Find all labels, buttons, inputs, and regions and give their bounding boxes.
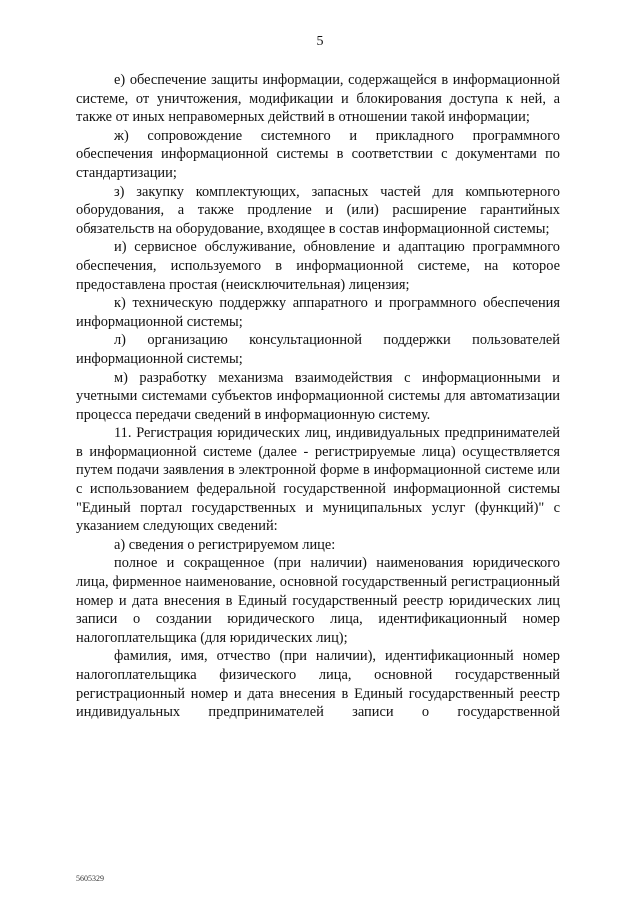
paragraph-i: и) сервисное обслуживание, обновление и адаптацию программного обеспечения, используемого в информационной системе, на которое предоставлена простая (неисключительная) лицензия; <box>76 239 560 293</box>
paragraph-legal-entity-info: полное и сокращенное (при наличии) наименования юридического лица, фирменное наименование, основной государственный регистрационный номер и дата внесения в Единый государственный реестр юридических лиц записи о создании юридического лица, идентификационный номер налогоплательщика (для юридических лиц); <box>76 555 560 646</box>
document-body <box>76 71 560 722</box>
paragraph-individual-info: фамилия, имя, отчество (при наличии), идентификационный номер налогоплательщика физического лица, основной государственный регистрационный номер и дата внесения в Единый государственный реестр индивидуальных предпринимателей записи о государственной <box>76 648 560 721</box>
paragraph-11: 11. Регистрация юридических лиц, индивидуальных предпринимателей в информационной системе (далее - регистрируемые лица) осуществляется путем подачи заявления в электронной форме в информационной системе или с использованием федеральной государственной информационной системы "Единый портал государственных и муниципальных услуг (функций)" с указанием следующих сведений: <box>76 425 560 535</box>
paragraph-z: з) закупку комплектующих, запасных частей для компьютерного оборудования, а также продление и (или) расширение гарантийных обязательств на оборудование, входящее в состав информационной системы; <box>76 183 560 237</box>
page-number: 5 <box>316 34 324 49</box>
paragraph-l: л) организацию консультационной поддержки пользователей информационной системы; <box>76 332 560 367</box>
paragraph-e: е) обеспечение защиты информации, содержащейся в информационной системе, от уничтожения, модификации и блокирования доступа к ней, а также от иных неправомерных действий в отношении такой информации; <box>76 72 560 126</box>
paragraph-zh: ж) сопровождение системного и прикладного программного обеспечения информационной системы в соответствии с документами по стандартизации; <box>76 127 560 181</box>
document-code: 5605329 <box>76 874 104 883</box>
paragraph-m: м) разработку механизма взаимодействия с информационными и учетными системами субъектов информационной системы для автоматизации процесса передачи сведений в информационную систему. <box>76 369 560 423</box>
paragraph-k: к) техническую поддержку аппаратного и программного обеспечения информационной системы; <box>76 295 560 330</box>
paragraph-a: а) сведения о регистрируемом лице: <box>114 536 336 553</box>
